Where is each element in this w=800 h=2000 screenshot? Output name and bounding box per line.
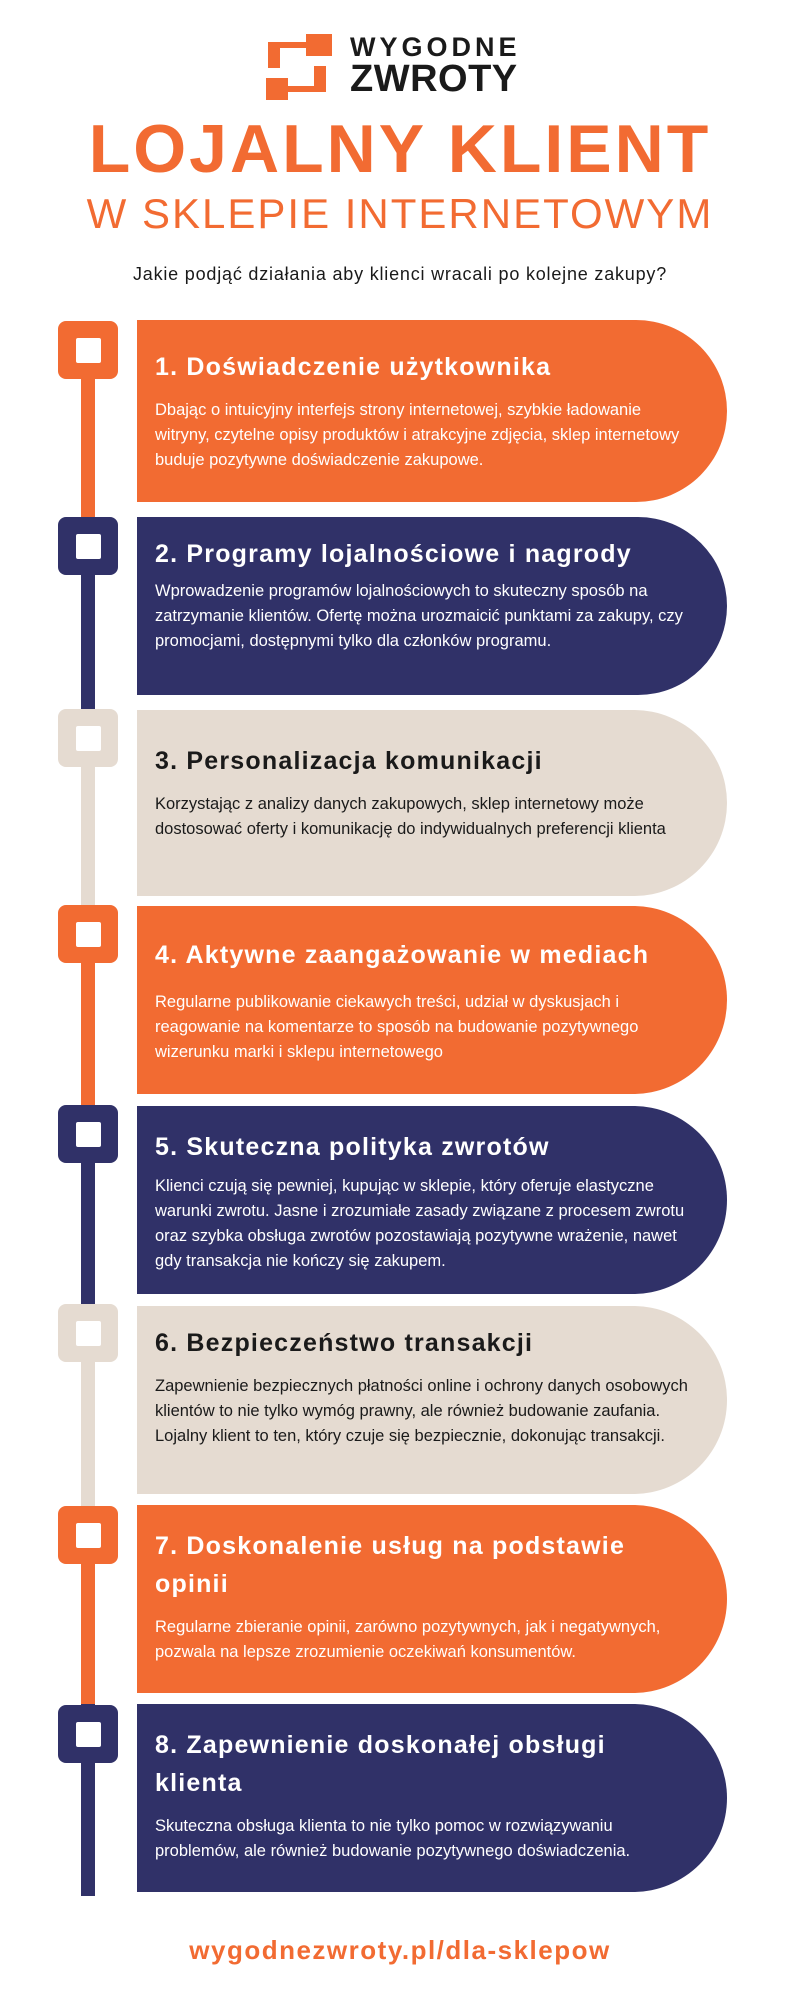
- timeline-node-icon: [58, 709, 118, 767]
- step-title: 5. Skuteczna polityka zwrotów: [155, 1133, 550, 1161]
- step-title: 1. Doświadczenie użytkownika: [155, 353, 552, 381]
- step-title: 6. Bezpieczeństwo transakcji: [155, 1329, 534, 1357]
- step-text: Klienci czują się pewniej, kupując w sklepie, który oferuje elastyczne warunki zwrotu. Jasne i zrozumiałe zasady związane z procesem zwrotu oraz szybka obsługa zwrotów pozostawiają pozytywne wrażenie, nawet gdy transakcja nie kończy się zakupem.: [155, 1177, 685, 1270]
- brand-name-line1: WYGODNE: [350, 32, 521, 62]
- timeline-node-icon: [58, 1105, 118, 1163]
- step-text: Dbając o intuicyjny interfejs strony internetowej, szybkie ładowanie witryny, czytelne opisy produktów i atrakcyjne zdjęcia, sklep internetowy buduje pozytywne doświadczenie zakupowe.: [155, 401, 680, 469]
- step-text: Zapewnienie bezpiecznych płatności online i ochrony danych osobowych klientów to nie tylko wymóg prawny, ale również budowanie zaufania. Lojalny klient to ten, który czuje się bezpiecznie, dokonując transakcji.: [155, 1377, 688, 1445]
- step-card-4: [137, 906, 727, 1094]
- timeline-node-icon: [58, 1304, 118, 1362]
- step-title: 3. Personalizacja komunikacji: [155, 747, 543, 775]
- page-subtitle: W SKLEPIE INTERNETOWYM: [86, 190, 714, 237]
- timeline-node-icon: [58, 1705, 118, 1763]
- step-card-8: [137, 1704, 727, 1892]
- step-text: Regularne publikowanie ciekawych treści, udział w dyskusjach i reagowanie na komentarze to sposób na budowanie pozytywnego wizerunku marki i sklepu internetowego: [155, 993, 639, 1061]
- step-card-6: [137, 1306, 727, 1494]
- step-card-3: [137, 710, 727, 896]
- step-card-7: [137, 1505, 727, 1693]
- step-title: 4. Aktywne zaangażowanie w mediach: [155, 941, 650, 969]
- brand-name-line2: ZWROTY: [350, 58, 518, 100]
- step-card-1: [137, 320, 727, 502]
- page-title: LOJALNY KLIENT: [88, 111, 712, 187]
- footer-link[interactable]: wygodnezwroty.pl/dla-sklepow: [189, 1935, 611, 1965]
- step-card-5: [137, 1106, 727, 1294]
- step-title: 8. Zapewnienie doskonałej obsługi klienta: [155, 1731, 606, 1797]
- step-card-2: [137, 517, 727, 695]
- step-text: Wprowadzenie programów lojalnościowych to skuteczny sposób na zatrzymanie klientów. Ofertę można urozmaicić punktami za zakupy, czy promocjami, dostępnymi tylko dla członków programu.: [155, 582, 683, 650]
- step-text: Korzystając z analizy danych zakupowych, sklep internetowy może dostosować oferty i komunikację do indywidualnych preferencji klienta: [155, 795, 666, 838]
- step-text: Skuteczna obsługa klienta to nie tylko pomoc w rozwiązywaniu problemów, ale również budowanie pozytywnego doświadczenia.: [155, 1817, 631, 1860]
- timeline-node-icon: [58, 1506, 118, 1564]
- page-question: Jakie podjąć działania aby klienci wracali po kolejne zakupy?: [132, 264, 668, 284]
- step-title: 7. Doskonalenie usług na podstawie opinii: [155, 1532, 626, 1598]
- timeline-node-icon: [58, 517, 118, 575]
- step-title: 2. Programy lojalnościowe i nagrody: [155, 540, 632, 568]
- timeline-node-icon: [58, 321, 118, 379]
- step-text: Regularne zbieranie opinii, zarówno pozytywnych, jak i negatywnych, pozwala na lepsze zrozumienie oczekiwań konsumentów.: [155, 1618, 661, 1661]
- timeline-node-icon: [58, 905, 118, 963]
